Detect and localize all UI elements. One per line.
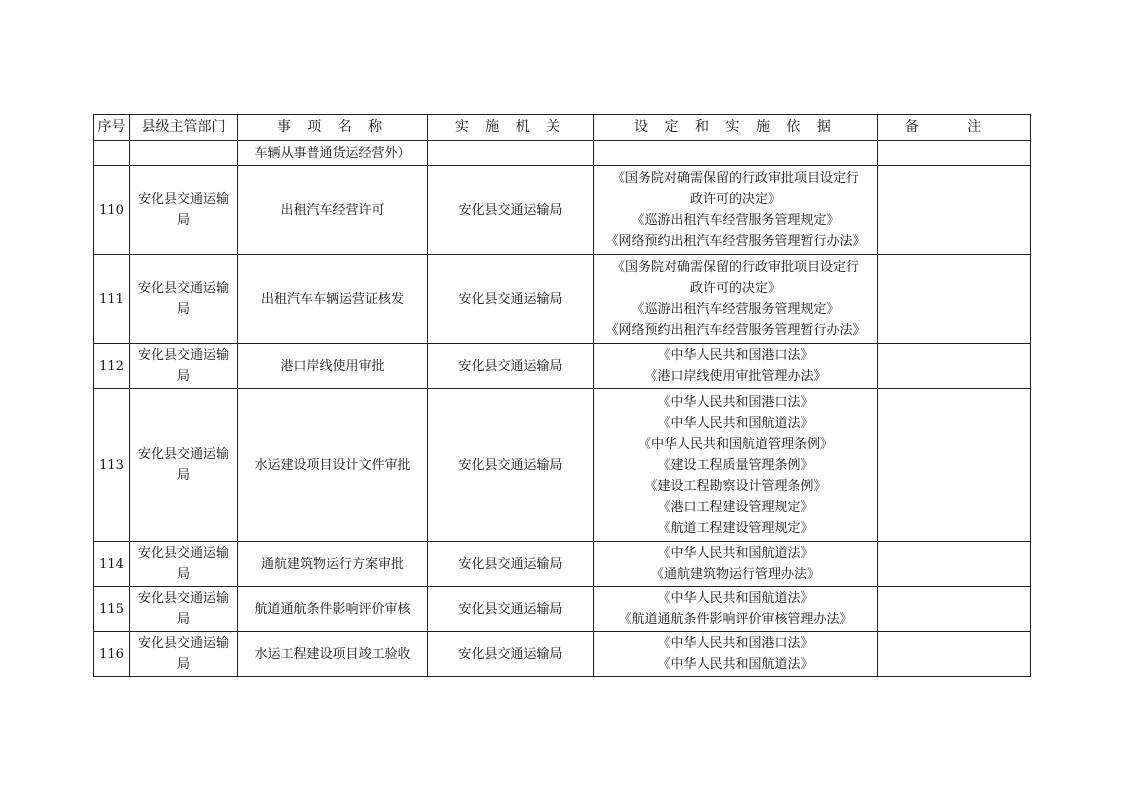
item-name-cell: 港口岸线使用审批 [238,344,428,389]
basis-cell [594,632,878,677]
basis-cell-line: 《国务院对确需保留的行政审批项目设定行 [611,260,859,275]
basis-cell [594,542,878,587]
seq-cell: 110 [94,166,130,255]
continuation-dept-cell [130,141,238,166]
basis-cell-line: 《中华人民共和国航道法》 [657,591,814,606]
basis-cell-line: 《港口岸线使用审批管理办法》 [644,369,827,384]
dept-cell-line: 安化县交通运输 [137,636,229,651]
dept-cell [130,389,238,542]
basis-cell-line: 《网络预约出租汽车经营服务管理暂行办法》 [605,234,866,249]
continuation-item-cell: 车辆从事普通货运经营外） [238,141,428,166]
basis-cell-line: 《中华人民共和国港口法》 [657,348,814,363]
basis-cell-line: 《国务院对确需保留的行政审批项目设定行 [611,171,859,186]
basis-cell [594,344,878,389]
seq-cell: 114 [94,542,130,587]
remark-cell [878,632,1031,677]
agency-cell: 安化县交通运输局 [428,542,594,587]
seq-cell: 111 [94,255,130,344]
item-name-cell: 通航建筑物运行方案审批 [238,542,428,587]
basis-cell [594,389,878,542]
dept-cell-line: 局 [176,302,190,317]
basis-cell-line: 《网络预约出租汽车经营服务管理暂行办法》 [605,323,866,338]
remark-cell [878,255,1031,344]
continuation-remark-cell [878,141,1031,166]
remark-cell [878,389,1031,542]
item-name-cell: 水运工程建设项目竣工验收 [238,632,428,677]
basis-cell-line: 《巡游出租汽车经营服务管理规定》 [631,213,840,228]
basis-cell-line: 《港口工程建设管理规定》 [657,499,814,515]
header-seq: 序号 [94,115,130,141]
remark-cell [878,344,1031,389]
item-name-cell: 出租汽车经营许可 [238,166,428,255]
header-item: 事 项 名 称 [238,115,428,141]
dept-cell-line: 局 [176,657,190,672]
dept-cell-line: 局 [176,612,190,627]
agency-cell: 安化县交通运输局 [428,344,594,389]
dept-cell [130,542,238,587]
header-agency: 实 施 机 关 [428,115,594,141]
table-row [94,587,1031,632]
dept-cell-line: 安化县交通运输 [137,192,229,207]
header-basis: 设 定 和 实 施 依 据 [594,115,878,141]
remark-cell [878,542,1031,587]
dept-cell-line: 安化县交通运输 [137,546,229,561]
continuation-seq-cell [94,141,130,166]
dept-cell [130,632,238,677]
basis-cell [594,166,878,255]
table-row [94,542,1031,587]
dept-cell-line: 局 [176,567,190,582]
agency-cell: 安化县交通运输局 [428,632,594,677]
dept-cell-line: 局 [176,213,190,228]
remark-cell [878,166,1031,255]
basis-cell-line: 《航道通航条件影响评价审核管理办法》 [618,612,853,627]
basis-cell [594,587,878,632]
item-name-cell: 出租汽车车辆运营证核发 [238,255,428,344]
dept-cell [130,255,238,344]
basis-cell-line: 《中华人民共和国航道管理条例》 [637,436,833,452]
dept-cell [130,344,238,389]
basis-cell [594,255,878,344]
basis-cell-line: 《建设工程勘察设计管理条例》 [644,478,827,494]
basis-cell-line: 政许可的决定》 [689,192,781,207]
continuation-agency-cell [428,141,594,166]
agency-cell: 安化县交通运输局 [428,255,594,344]
basis-cell-line: 《通航建筑物运行管理办法》 [650,567,820,582]
dept-cell-line: 局 [176,369,190,384]
table-row [94,632,1031,677]
dept-cell [130,587,238,632]
table-row [94,166,1031,255]
dept-cell-line: 局 [176,468,190,483]
seq-cell: 116 [94,632,130,677]
seq-cell: 113 [94,389,130,542]
approval-items-table [93,114,1031,677]
seq-cell: 112 [94,344,130,389]
basis-cell-line: 《中华人民共和国港口法》 [657,394,814,410]
item-name-cell: 航道通航条件影响评价审核 [238,587,428,632]
basis-cell-line: 《巡游出租汽车经营服务管理规定》 [631,302,840,317]
dept-cell-line: 安化县交通运输 [137,591,229,606]
dept-cell-line: 安化县交通运输 [137,281,229,296]
continuation-basis-cell [594,141,878,166]
basis-cell-line: 《中华人民共和国航道法》 [657,546,814,561]
basis-cell-line: 《建设工程质量管理条例》 [657,457,814,473]
basis-cell-line: 《中华人民共和国航道法》 [657,415,814,431]
item-name-cell: 水运建设项目设计文件审批 [238,389,428,542]
seq-cell: 115 [94,587,130,632]
basis-cell-line: 《中华人民共和国港口法》 [657,636,814,651]
continuation-row [94,141,1031,166]
agency-cell: 安化县交通运输局 [428,389,594,542]
table-row [94,344,1031,389]
table-header-row [94,115,1031,141]
agency-cell: 安化县交通运输局 [428,166,594,255]
table-row [94,255,1031,344]
basis-cell-line: 《航道工程建设管理规定》 [657,520,814,536]
basis-cell-line: 政许可的决定》 [689,281,781,296]
remark-cell [878,587,1031,632]
table-row [94,389,1031,542]
agency-cell: 安化县交通运输局 [428,587,594,632]
header-dept: 县级主管部门 [130,115,238,141]
dept-cell-line: 安化县交通运输 [137,348,229,363]
header-remark: 备 注 [878,115,1031,141]
dept-cell [130,166,238,255]
dept-cell-line: 安化县交通运输 [137,447,229,462]
basis-cell-line: 《中华人民共和国航道法》 [657,657,814,672]
